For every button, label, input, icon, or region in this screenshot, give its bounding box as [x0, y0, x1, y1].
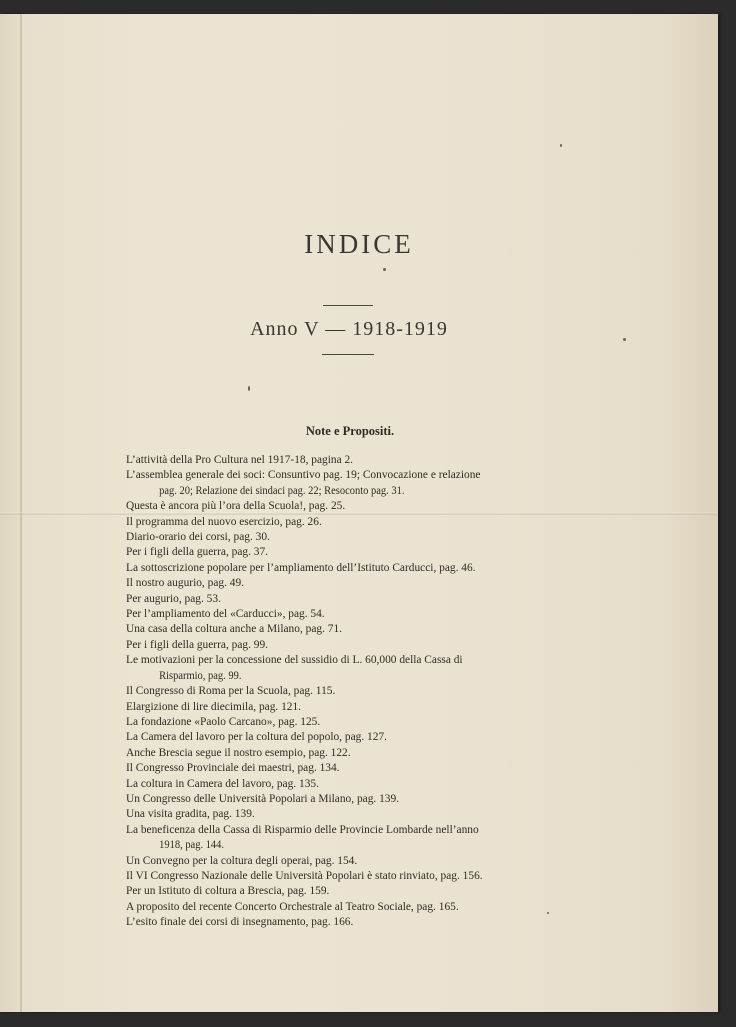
index-entry-text: Il nostro augurio, pag. 49. — [126, 577, 244, 590]
index-entry — [126, 730, 576, 745]
index-entry-text: A proposito del recente Concerto Orchestrale al Teatro Sociale, pag. 165. — [126, 900, 459, 913]
index-entry-text: Un Convegno per la coltura degli operai, pag. 154. — [126, 854, 358, 867]
ink-speck — [623, 338, 626, 341]
index-entry — [126, 715, 576, 730]
index-entry — [126, 869, 576, 884]
title-divider-top — [323, 305, 373, 306]
paper-sheet — [0, 14, 718, 1012]
index-entry-text: La coltura in Camera del lavoro, pag. 135. — [126, 777, 319, 790]
ink-speck — [383, 268, 386, 271]
index-entry — [126, 468, 576, 499]
index-entry-text: Un Congresso delle Università Popolari a Milano, pag. 139. — [126, 792, 400, 805]
index-entry-text: Una visita gradita, pag. 139. — [126, 808, 255, 821]
index-entry-text: Per i figli della guerra, pag. 37. — [126, 546, 269, 559]
index-entry — [126, 761, 576, 776]
index-entry-continuation: pag. 20; Relazione dei sindaci pag. 22; Resoconto pag. 31. — [159, 484, 405, 497]
index-entry — [126, 807, 576, 822]
ink-speck — [547, 912, 549, 914]
index-entry-continuation: 1918, pag. 144. — [159, 839, 225, 852]
index-entry — [126, 638, 576, 653]
index-entry-text: Anche Brescia segue il nostro esempio, pag. 122. — [126, 746, 351, 759]
index-entry-text: Il programma del nuovo esercizio, pag. 26. — [126, 515, 322, 528]
index-entry-text: La sottoscrizione popolare per l’ampliamento dell’Istituto Carducci, pag. 46. — [126, 561, 476, 574]
index-entry-text: Le motivazioni per la concessione del sussidio di L. 60,000 della Cassa di — [126, 654, 463, 667]
index-entry-text: Diario-orario dei corsi, pag. 30. — [126, 531, 270, 544]
index-entry — [126, 576, 576, 591]
ink-speck — [248, 386, 250, 391]
index-entry-text: Per l’ampliamento del «Carducci», pag. 54. — [126, 608, 325, 621]
index-entry — [126, 700, 576, 715]
volume-subtitle: Anno V — 1918-1919 — [250, 318, 448, 340]
index-entry — [126, 900, 576, 915]
ink-speck — [560, 144, 562, 147]
index-entry — [126, 453, 576, 468]
index-entry-text: L’esito finale dei corsi di insegnamento, pag. 166. — [126, 916, 354, 929]
index-entry-text: La beneficenza della Cassa di Risparmio delle Provincie Lombarde nell’anno — [126, 823, 479, 836]
index-entry-text: L’assemblea generale dei soci: Consuntivo pag. 19; Convocazione e relazione — [126, 469, 481, 482]
index-entry-text: La Camera del lavoro per la coltura del popolo, pag. 127. — [126, 731, 387, 744]
index-entry — [126, 499, 576, 514]
index-entry-text: La fondazione «Paolo Carcano», pag. 125. — [126, 715, 321, 728]
index-entry — [126, 561, 576, 576]
index-entry-text: Per augurio, pag. 53. — [126, 592, 221, 605]
index-entry-text: Elargizione di lire diecimila, pag. 121. — [126, 700, 302, 713]
index-entry-text: Questa è ancora più l’ora della Scuola!, pag. 25. — [126, 500, 346, 513]
index-entry — [126, 884, 576, 899]
index-entry — [126, 915, 576, 930]
title-divider-bottom — [322, 354, 374, 355]
index-entry — [126, 622, 576, 637]
index-entries-list — [126, 453, 576, 931]
index-entry — [126, 823, 576, 854]
section-heading: Note e Propositi. — [305, 424, 395, 438]
index-entry — [126, 530, 576, 545]
index-entry — [126, 515, 576, 530]
index-entry — [126, 854, 576, 869]
index-entry-text: Il VI Congresso Nazionale delle Università Popolari è stato rinviato, pag. 156. — [126, 869, 483, 882]
index-entry — [126, 684, 576, 699]
index-entry-text: Il Congresso Provinciale dei maestri, pag. 134. — [126, 762, 340, 775]
index-entry — [126, 592, 576, 607]
index-entry-text: Una casa della coltura anche a Milano, pag. 71. — [126, 623, 343, 636]
index-entry-continuation: Risparmio, pag. 99. — [159, 669, 242, 682]
index-entry — [126, 792, 576, 807]
index-entry — [126, 607, 576, 622]
index-entry-text: Per i figli della guerra, pag. 99. — [126, 638, 269, 651]
index-entry-text: Il Congresso di Roma per la Scuola, pag. 115. — [126, 685, 336, 698]
index-entry — [126, 777, 576, 792]
index-entry-text: L’attività della Pro Cultura nel 1917-18, pagina 2. — [126, 454, 354, 466]
page-title: INDICE — [304, 229, 414, 259]
index-entry — [126, 746, 576, 761]
index-entry — [126, 545, 576, 560]
index-entry — [126, 653, 576, 684]
index-entry-text: Per un Istituto di coltura a Brescia, pag. 159. — [126, 885, 330, 898]
